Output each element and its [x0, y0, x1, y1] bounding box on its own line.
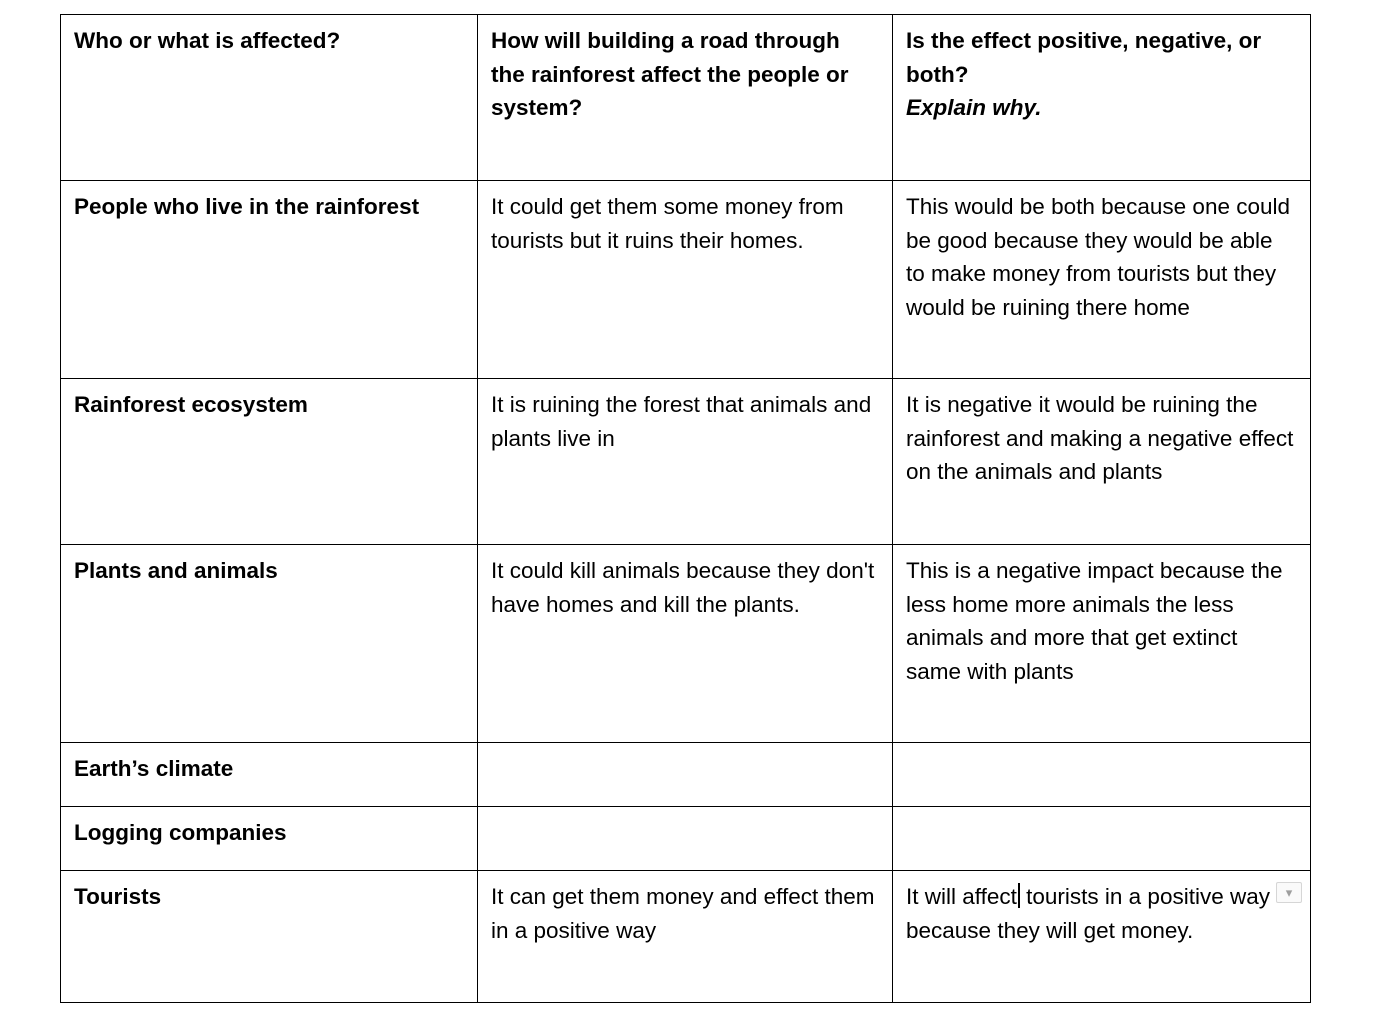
table-row-tourists: [61, 871, 1311, 1003]
climate-who-text: Earth’s climate: [74, 756, 234, 781]
cell-people-who[interactable]: [61, 181, 478, 379]
cell-plants-effect[interactable]: [893, 545, 1311, 743]
plants-how-text: It could kill animals because they don't have homes and kill the plants.: [491, 558, 875, 617]
table-row-climate: [61, 743, 1311, 807]
tourists-who-text: Tourists: [74, 884, 162, 909]
plants-effect-text: This is a negative impact because the less home more animals the less animals and more that get extinct same with plants: [906, 558, 1283, 684]
ecosystem-effect-text: It is negative it would be ruining the rainforest and making a negative effect on the animals and plants: [906, 392, 1294, 484]
ecosystem-who-text: Rainforest ecosystem: [74, 392, 308, 417]
table-row-people: [61, 181, 1311, 379]
header-cell-effect[interactable]: [893, 15, 1311, 181]
cell-logging-who[interactable]: [61, 807, 478, 871]
table-header-row: [61, 15, 1311, 181]
ecosystem-how-text: It is ruining the forest that animals and plants live in: [491, 392, 872, 451]
cell-logging-effect[interactable]: [893, 807, 1311, 871]
cell-ecosystem-how[interactable]: [478, 379, 893, 545]
plants-who-text: Plants and animals: [74, 558, 278, 583]
cell-people-how[interactable]: [478, 181, 893, 379]
header-cell-how[interactable]: [478, 15, 893, 181]
logging-who-text: Logging companies: [74, 820, 287, 845]
cell-ecosystem-effect[interactable]: [893, 379, 1311, 545]
people-effect-text: This would be both because one could be good because they would be able to make money from tourists but they would be ruining there home: [906, 194, 1291, 320]
tourists-how-text: It can get them money and effect them in a positive way: [491, 884, 875, 943]
cell-tourists-how[interactable]: [478, 871, 893, 1003]
cell-climate-how[interactable]: [478, 743, 893, 807]
people-how-text: It could get them some money from tourists but it ruins their homes.: [491, 194, 844, 253]
cell-plants-how[interactable]: [478, 545, 893, 743]
table-row-logging: [61, 807, 1311, 871]
cell-tourists-effect[interactable]: [893, 871, 1311, 1003]
cell-plants-who[interactable]: [61, 545, 478, 743]
cell-ecosystem-who[interactable]: [61, 379, 478, 545]
header-how-label: How will building a road through the rainforest affect the people or system?: [491, 28, 849, 120]
tourists-effect-text-after-caret: tourists in a positive way because they will get money.: [906, 884, 1270, 943]
table-row-ecosystem: [61, 379, 1311, 545]
cell-tourists-who[interactable]: [61, 871, 478, 1003]
header-who-label: Who or what is affected?: [74, 28, 341, 53]
cell-people-effect[interactable]: [893, 181, 1311, 379]
people-who-text: People who live in the rainforest: [74, 194, 420, 219]
header-effect-label: Is the effect positive, negative, or both?: [906, 28, 1262, 87]
cell-climate-who[interactable]: [61, 743, 478, 807]
tourists-effect-text-before-caret: It will affect: [906, 884, 1017, 909]
header-cell-who[interactable]: [61, 15, 478, 181]
cell-climate-effect[interactable]: [893, 743, 1311, 807]
rainforest-effects-table: [60, 14, 1311, 1003]
table-dropdown-icon[interactable]: ▾: [1276, 882, 1302, 903]
cell-logging-how[interactable]: [478, 807, 893, 871]
header-effect-explain-label: Explain why.: [906, 95, 1042, 120]
table-row-plants-animals: [61, 545, 1311, 743]
